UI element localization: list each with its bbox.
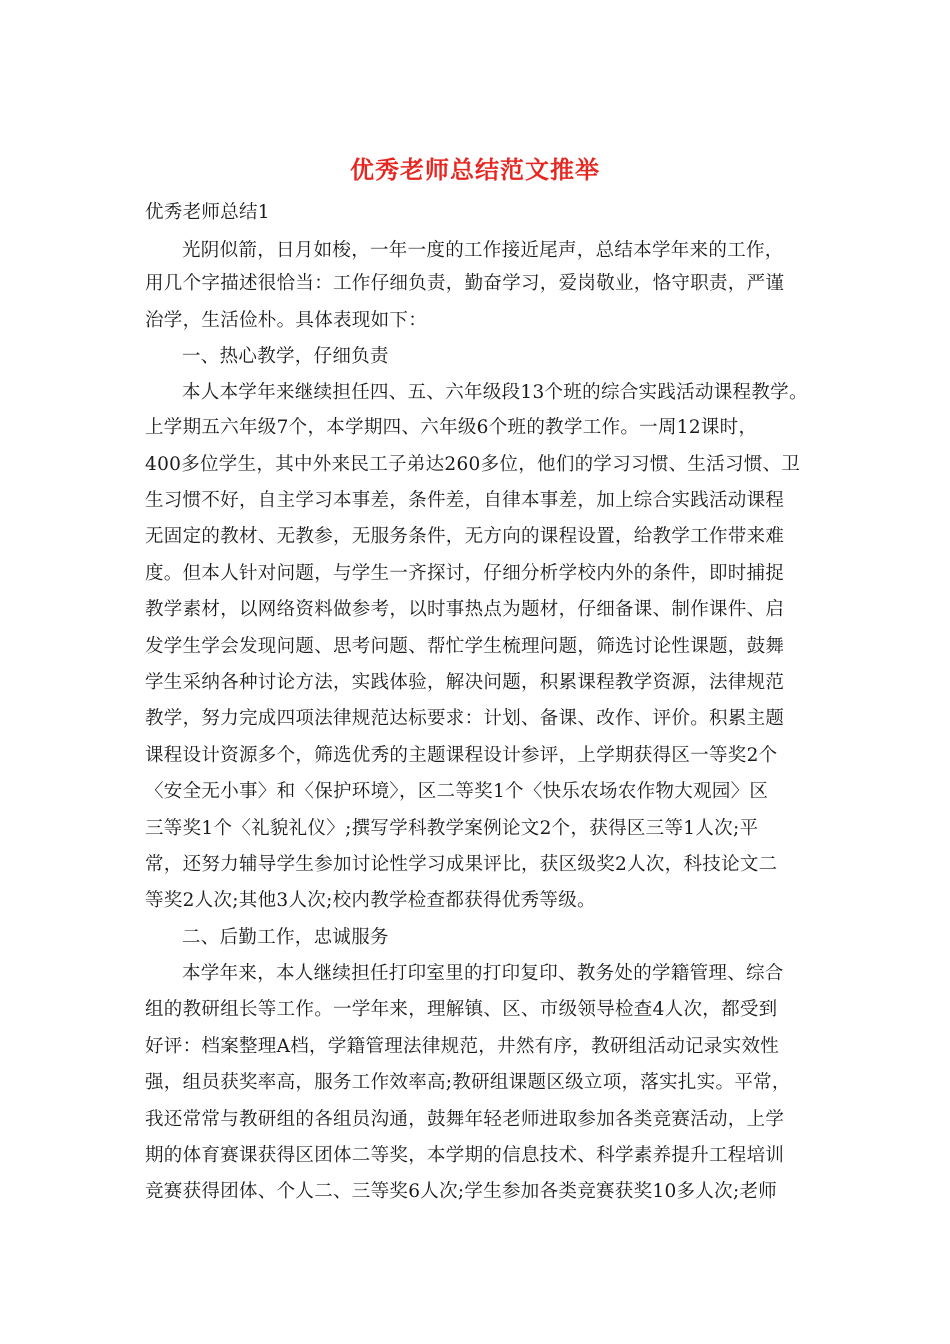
paragraph-line: 强，组员获奖率高，服务工作效率高;教研组课题区级立项，落实扎实。平常，: [145, 1072, 791, 1093]
paragraph-line: 用几个字描述很恰当：工作仔细负责，勤奋学习，爱岗敬业，恪守职责，严谨: [145, 273, 785, 294]
subheading: 二、后勤工作，忠诚服务: [182, 927, 389, 948]
paragraph-line: 本学年来，本人继续担任打印室里的打印复印、教务处的学籍管理、综合: [182, 963, 784, 984]
paragraph-line: 生习惯不好，自主学习本事差，条件差，自律本事差，加上综合实践活动课程: [145, 490, 785, 511]
paragraph-line: 三等奖1个〈礼貌礼仪〉;撰写学科教学案例论文2个，获得区三等1人次;平: [145, 818, 759, 839]
paragraph-line: 等奖2人次;其他3人次;校内教学检查都获得优秀等级。: [145, 890, 596, 911]
paragraph-line: 光阴似箭，日月如梭，一年一度的工作接近尾声，总结本学年来的工作，: [182, 240, 784, 261]
paragraph-line: 竞赛获得团体、个人二、三等奖6人次;学生参加各类竞赛获奖10多人次;老师: [145, 1181, 778, 1202]
section-heading: 优秀老师总结1: [145, 202, 270, 223]
paragraph-line: 组的教研组长等工作。一学年来，理解镇、区、市级领导检查4人次，都受到: [145, 999, 778, 1020]
paragraph-line: 教学，努力完成四项法律规范达标要求：计划、备课、改作、评价。积累主题: [145, 708, 785, 729]
paragraph-line: 期的体育赛课获得区团体二等奖，本学期的信息技术、科学素养提升工程培训: [145, 1145, 785, 1166]
paragraph-line: 本人本学年来继续担任四、五、六年级段13个班的综合实践活动课程教学。: [182, 382, 808, 403]
paragraph-line: 好评：档案整理A档，学籍管理法律规范，井然有序，教研组活动记录实效性: [145, 1036, 780, 1057]
paragraph-line: 课程设计资源多个，筛选优秀的主题课程设计参评，上学期获得区一等奖2个: [145, 745, 778, 766]
paragraph-line: 我还常常与教研组的各组员沟通，鼓舞年轻老师进取参加各类竞赛活动，上学: [145, 1109, 785, 1130]
subheading: 一、热心教学，仔细负责: [182, 346, 389, 367]
paragraph-line: 发学生学会发现问题、思考问题、帮忙学生梳理问题，筛选讨论性课题，鼓舞: [145, 636, 785, 657]
paragraph-line: 教学素材，以网络资料做参考，以时事热点为题材，仔细备课、制作课件、启: [145, 599, 785, 620]
paragraph-line: 〈安全无小事〉和〈保护环境〉，区二等奖1个〈快乐农场农作物大观园〉区: [145, 781, 769, 802]
paragraph-line: 常，还努力辅导学生参加讨论性学习成果评比，获区级奖2人次，科技论文二: [145, 854, 778, 875]
paragraph-line: 上学期五六年级7个，本学期四、六年级6个班的教学工作。一周12课时，: [145, 417, 758, 438]
paragraph-line: 400多位学生，其中外来民工子弟达260多位，他们的学习习惯、生活习惯、卫: [145, 454, 801, 475]
paragraph-line: 学生采纳各种讨论方法，实践体验，解决问题，积累课程教学资源，法律规范: [145, 672, 785, 693]
paragraph-line: 治学，生活俭朴。具体表现如下：: [145, 310, 428, 331]
paragraph-line: 度。但本人针对问题，与学生一齐探讨，仔细分析学校内外的条件，即时捕捉: [145, 563, 785, 584]
paragraph-line: 无固定的教材、无教参，无服务条件，无方向的课程设置，给教学工作带来难: [145, 526, 785, 547]
document-title: 优秀老师总结范文推举: [350, 155, 600, 184]
